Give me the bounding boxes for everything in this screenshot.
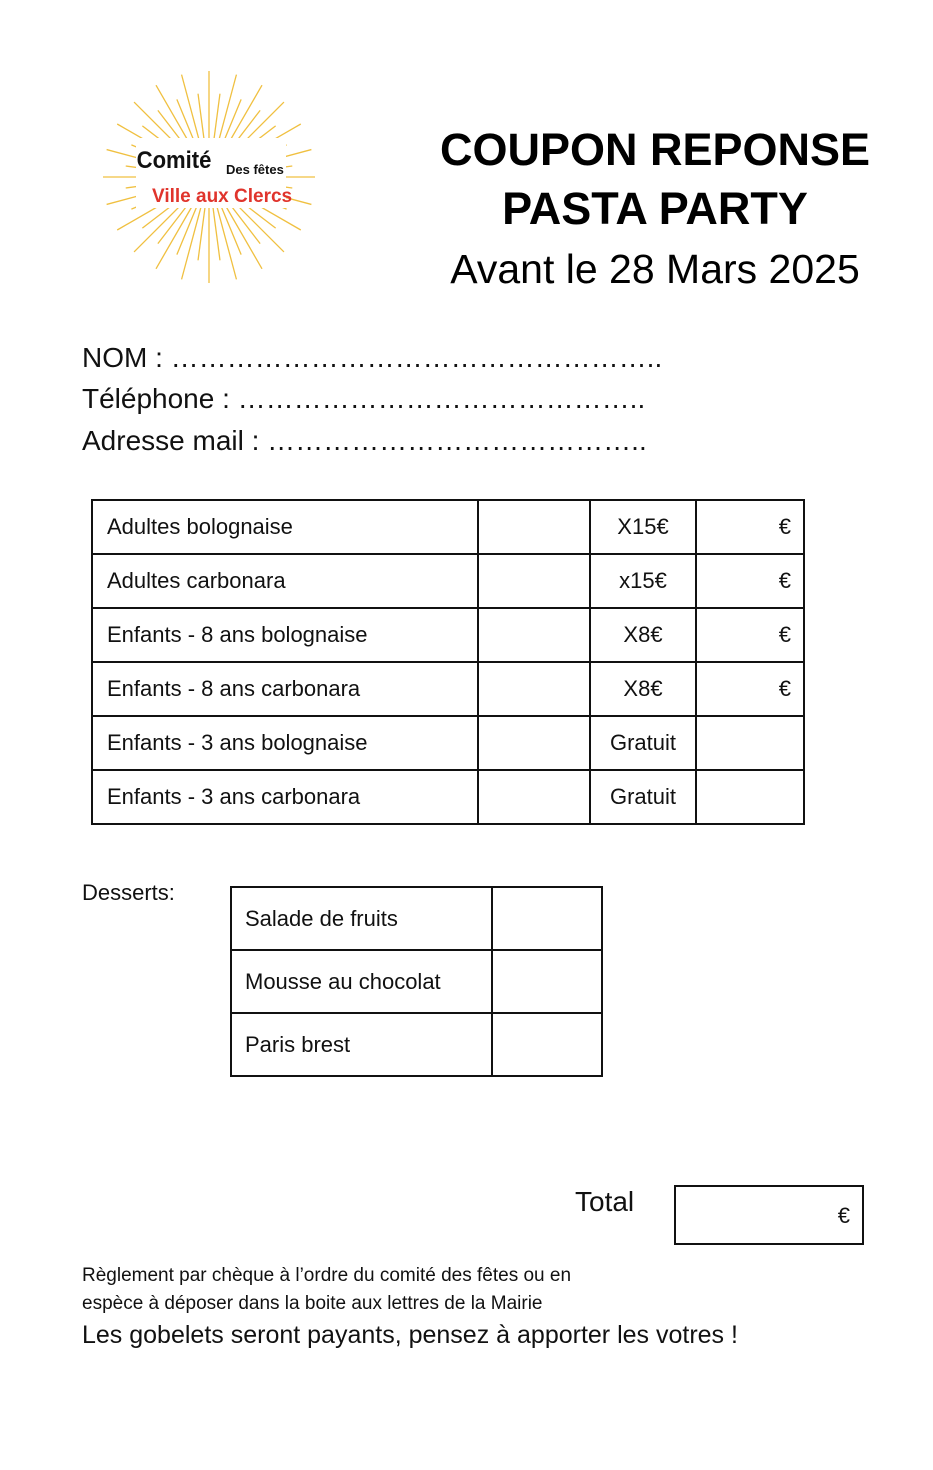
meal-total-cell[interactable] [696, 716, 804, 770]
table-row [92, 554, 804, 608]
payment-note-line2: espèce à déposer dans la boite aux lettres de la Mairie [82, 1293, 543, 1314]
meal-total-cell[interactable]: € [696, 608, 804, 662]
meal-total-cell[interactable]: € [696, 500, 804, 554]
meal-quantity-cell[interactable] [478, 554, 590, 608]
deadline-text: Avant le 28 Mars 2025 [450, 246, 860, 292]
dessert-label: Mousse au chocolat [231, 950, 492, 1013]
table-row [92, 500, 804, 554]
name-field[interactable]: NOM : …………………………………………….. [82, 342, 663, 373]
dessert-quantity-cell[interactable] [492, 887, 602, 950]
cups-note: Les gobelets seront payants, pensez à apporter les votres ! [82, 1321, 738, 1349]
meal-label: Enfants - 8 ans carbonara [92, 662, 478, 716]
dessert-label: Salade de fruits [231, 887, 492, 950]
table-row [231, 950, 602, 1013]
logo-text-town: Ville aux Clercs [152, 186, 293, 207]
table-row [231, 1013, 602, 1076]
dessert-quantity-cell[interactable] [492, 950, 602, 1013]
coupon-title: COUPON REPONSE [439, 124, 871, 175]
total-amount-field[interactable] [674, 1185, 864, 1245]
logo-ray [216, 204, 236, 279]
dessert-order-table [230, 886, 603, 1077]
meal-price: x15€ [590, 554, 696, 608]
meal-quantity-cell[interactable] [478, 770, 590, 824]
dessert-quantity-cell[interactable] [492, 1013, 602, 1076]
email-field[interactable]: Adresse mail : ………………………………….. [82, 425, 647, 456]
meal-total-cell[interactable]: € [696, 662, 804, 716]
table-row [92, 716, 804, 770]
desserts-heading: Desserts: [82, 880, 175, 905]
meal-price: X15€ [590, 500, 696, 554]
organizer-logo [98, 68, 320, 286]
table-row [92, 608, 804, 662]
payment-note-line1: Règlement par chèque à l’ordre du comité des fêtes ou en [82, 1265, 572, 1286]
table-row [231, 887, 602, 950]
meal-label: Adultes carbonara [92, 554, 478, 608]
meal-label: Enfants - 3 ans carbonara [92, 770, 478, 824]
total-label: Total [575, 1186, 635, 1217]
table-row [92, 662, 804, 716]
total-currency: € [837, 1203, 850, 1228]
logo-ray [182, 204, 202, 279]
meal-label: Enfants - 3 ans bolognaise [92, 716, 478, 770]
meal-quantity-cell[interactable] [478, 662, 590, 716]
meal-quantity-cell[interactable] [478, 716, 590, 770]
meal-price: Gratuit [590, 770, 696, 824]
table-row [92, 770, 804, 824]
meal-total-cell[interactable] [696, 770, 804, 824]
dessert-label: Paris brest [231, 1013, 492, 1076]
meal-label: Adultes bolognaise [92, 500, 478, 554]
meal-price: X8€ [590, 662, 696, 716]
meal-price: X8€ [590, 608, 696, 662]
meal-total-cell[interactable]: € [696, 554, 804, 608]
meal-order-table [91, 499, 805, 825]
logo-text-des-fetes: Des fêtes [226, 162, 284, 177]
event-title: PASTA PARTY [502, 183, 808, 234]
logo-text-comite: Comité [136, 146, 212, 174]
phone-field[interactable]: Téléphone : …………………………………….. [82, 383, 646, 414]
meal-price: Gratuit [590, 716, 696, 770]
meal-quantity-cell[interactable] [478, 500, 590, 554]
meal-label: Enfants - 8 ans bolognaise [92, 608, 478, 662]
meal-quantity-cell[interactable] [478, 608, 590, 662]
